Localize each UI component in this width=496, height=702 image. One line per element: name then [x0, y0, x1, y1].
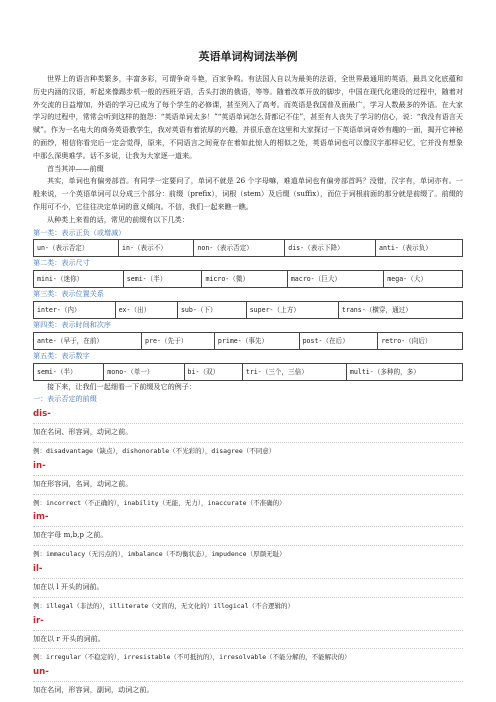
prefix-rule: 加在字母 m,b,p 之前。: [33, 530, 108, 540]
prefix-heading: ir-: [33, 615, 44, 626]
divider: [33, 628, 463, 631]
table-cell: mega-（大）: [384, 271, 463, 288]
divider: [33, 473, 463, 476]
prefix-heading: im-: [33, 512, 49, 523]
prefix-example: 例：irregular（不稳定的），irresistable（不可抵抗的），irresolvable（不能分解的，不能解决的）: [33, 653, 351, 662]
table-cell: mono-（单一）: [104, 363, 184, 380]
prefix-rule: 加在名词，形容词，副词，动词之前。: [33, 685, 154, 695]
intro-paragraph-2: 其实，单词也有偏旁部首。有同学一定要问了，单词不就是 26 个字母嘛，难道单词也有偏旁部首吗？没错，汉字有，单词亦有。一般来说，一个英语单词可以分成三个部分：前缀（prefix），词根（stem）及后缀（suffix），而位于词根前面的那分就是前缀了。前缀的作用可不小，它往往决定单词的意义倾向。不信，我们一起来瞧一瞧。: [33, 176, 463, 211]
table-cell: tri-（三个，三倍）: [242, 363, 346, 380]
table-cell: retro-（向后）: [378, 332, 463, 349]
category-heading: 第二类：表示尺寸: [33, 258, 90, 268]
category-heading: 第四类：表示时间和次序: [33, 319, 112, 329]
intro-lead: 从种类上来看的话，常见的前缀有以下几类：: [47, 214, 189, 224]
prefix-heading: un-: [33, 667, 49, 678]
prefix-example: 例：immaculacy（无污点的），imbalance（不均衡状态），impudence（厚颜无耻）: [33, 550, 286, 559]
table-row: [34, 240, 463, 257]
table-cell: inter-（内）: [34, 301, 116, 318]
examples-lead: 接下来，让我们一起细看一下前缀及它的例子：: [47, 381, 196, 391]
divider: [33, 679, 463, 682]
table-cell: semi-（半）: [123, 271, 202, 288]
prefix-example: 例：illegal（非法的），illiterate（文盲的，无文化的）illogical（不合逻辑的）: [33, 601, 294, 610]
prefix-table: [33, 239, 463, 257]
table-cell: micro-（微）: [202, 271, 287, 288]
table-cell: prime-（事先）: [214, 332, 299, 349]
table-cell: multi-（多种的，多）: [346, 363, 462, 380]
divider: [33, 524, 463, 527]
table-cell: ante-（早于，在前）: [34, 332, 142, 349]
prefix-table: [33, 363, 463, 381]
table-cell: in-（表示不）: [119, 240, 194, 257]
divider: [33, 646, 463, 649]
table-cell: macro-（巨大）: [287, 271, 383, 288]
table-cell: post-（在后）: [299, 332, 378, 349]
table-cell: pre-（先于）: [142, 332, 215, 349]
prefix-heading: dis-: [33, 409, 51, 420]
prefix-rule: 加在以 l 开头的词前。: [33, 581, 104, 591]
table-cell: semi-（半）: [34, 363, 104, 380]
prefix-heading: il-: [33, 563, 43, 574]
prefix-example: 例：incorrect（不正确的），inability（无能，无力），inaccurate（不准确的）: [33, 498, 286, 507]
category-heading: 第三类：表示位置关系: [33, 289, 104, 299]
divider: [33, 595, 463, 598]
table-row: [34, 271, 463, 288]
section-heading: 一：表示否定的前缀: [33, 394, 97, 404]
prefix-table: [33, 270, 463, 288]
table-cell: bi-（双）: [184, 363, 242, 380]
page-title: 英语单词构词法举例: [198, 50, 298, 63]
intro-paragraph-1: 世界上的语言种类繁多，丰富多彩，可谓争奇斗艳，百家争鸣。有法国人自以为最美的法语，全世界最通用的英语，最具文化底蕴和历史内涵的汉语，听起来像踢步机一般的西班牙语，舌头打滚的俄语，等等。随着改革开放的脚步，中国在现代化建设的过程中，随着对外交流的日益增加，外语的学习已成为了每个学生的必修课，甚至列入了高考。而英语是我国普及面最广，学习人数最多的外语。在大家学习的过程中，常常会听到这样的抱怨：“英语单词太多！”“英语单词怎么背都记不住”，甚至有人丧失了学习的信心，说：“我没有语言天赋”。作为一名电大的商务英语教学生，我对英语有着浓厚的兴趣，并很乐意在这里和大家探讨一下英语单词奇妙有趣的一面，揭开它神秘的面纱，相信你看完后一定会觉得，原来，不同语言之间竟存在着如此惊人的相似之处，英语单词也可以像汉字那样记忆，它并没有想象中那么深奥难学。话不多说，让我为大家逐一道来。: [33, 74, 463, 160]
prefix-rule: 加在形容词，名词，动词之前。: [33, 478, 133, 488]
table-cell: dis-（表示下降）: [285, 240, 376, 257]
prefix-heading: in-: [33, 460, 46, 471]
intro-heading: 首当其冲——前缀: [47, 163, 104, 173]
table-cell: ex-（出）: [115, 301, 177, 318]
prefix-table: [33, 301, 463, 319]
divider: [33, 440, 463, 443]
prefix-rule: 加在以 r 开头的词前。: [33, 633, 105, 643]
prefix-rule: 加在名词、形容词，动词之前。: [33, 427, 133, 437]
table-cell: sub-（下）: [177, 301, 246, 318]
divider: [33, 492, 463, 495]
category-heading: 第五类：表示数字: [33, 350, 90, 360]
table-row: [34, 332, 463, 349]
table-row: [34, 363, 463, 380]
table-cell: un-（表示否定）: [34, 240, 119, 257]
table-cell: anti-（表示负）: [376, 240, 463, 257]
divider: [33, 576, 463, 579]
table-cell: mini-（迷你）: [34, 271, 124, 288]
divider: [33, 543, 463, 546]
table-cell: super-（上方）: [246, 301, 338, 318]
prefix-table: [33, 332, 463, 350]
table-cell: non-（表示否定）: [194, 240, 285, 257]
table-row: [34, 301, 463, 318]
table-cell: trans-（横穿，通过）: [338, 301, 462, 318]
divider: [33, 421, 463, 424]
prefix-example: 例：disadvantage（缺点），dishonorable（不光彩的），disagree（不同意）: [33, 446, 276, 455]
category-heading: 第一类：表示正负（或增减）: [33, 227, 126, 237]
